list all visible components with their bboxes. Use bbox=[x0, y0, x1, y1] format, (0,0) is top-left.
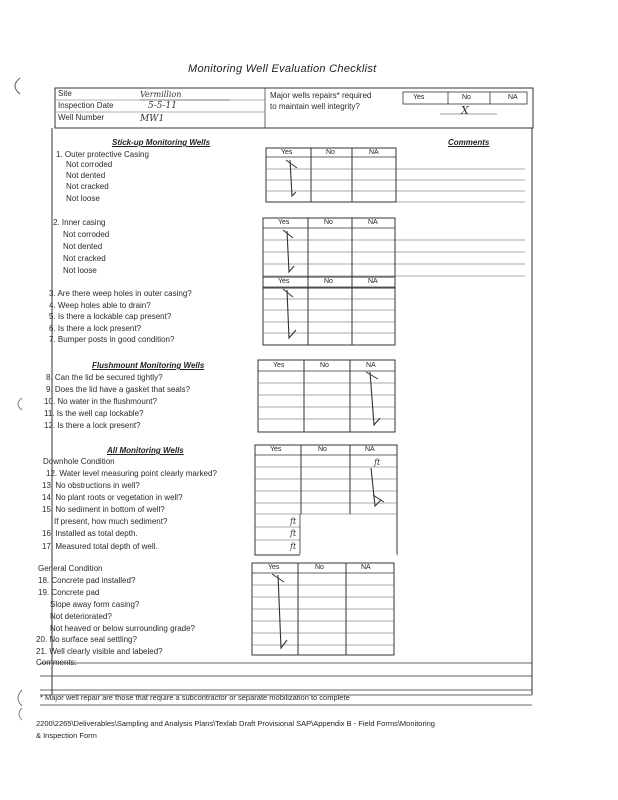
q2-item-1: Not corroded bbox=[63, 230, 110, 239]
q1-item-1: Not corroded bbox=[66, 160, 113, 169]
flushmount-section-title: Flushmount Monitoring Wells bbox=[92, 361, 205, 370]
site-value: Vermillion bbox=[140, 90, 182, 99]
q1-outer-casing: 1. Outer protective Casing bbox=[56, 150, 149, 159]
well-number-value: MW1 bbox=[140, 114, 165, 124]
footnote: * Major well repair are those that require a subcontractor or separate mobilization to complete bbox=[40, 693, 350, 702]
q1-item-4: Not loose bbox=[66, 194, 100, 203]
repair-no-mark: X bbox=[461, 104, 469, 117]
q1-item-3: Not cracked bbox=[66, 182, 109, 191]
general-no-header: No bbox=[315, 564, 324, 571]
q5-lockable-cap: 5. Is there a lockable cap present? bbox=[49, 312, 172, 321]
inspection-date-value: 5-5-11 bbox=[148, 101, 177, 111]
q18-concrete-pad: 18. Concrete pad installed? bbox=[38, 576, 136, 585]
page-title: Monitoring Well Evaluation Checklist bbox=[188, 63, 377, 75]
q1-item-2: Not dented bbox=[66, 171, 106, 180]
comments-label: Comments: bbox=[36, 658, 77, 667]
q12-water-level: 12. Water level measuring point clearly marked? bbox=[46, 469, 217, 478]
q19-concrete-pad: 19. Concrete pad bbox=[38, 588, 100, 597]
q14-no-roots: 14. No plant roots or vegetation in well? bbox=[42, 493, 183, 502]
q2-item-3: Not cracked bbox=[63, 254, 106, 263]
general-na-header: NA bbox=[361, 564, 371, 571]
general-yes-header: Yes bbox=[268, 564, 280, 571]
q2-item-4: Not loose bbox=[63, 266, 97, 275]
q16-installed-depth: 16. Installed as total depth. bbox=[42, 529, 138, 538]
stickup2-na-header: NA bbox=[368, 219, 378, 226]
stickup1-no-header: No bbox=[326, 149, 335, 156]
q19-item-2: Not deteriorated? bbox=[50, 612, 112, 621]
q4-weep-drain: 4. Weep holes able to drain? bbox=[49, 301, 151, 310]
q15b-ft: ft bbox=[290, 517, 297, 526]
q12-ft-mark: ft bbox=[374, 458, 381, 467]
q2-item-2: Not dented bbox=[63, 242, 103, 251]
stickup3-na-header: NA bbox=[368, 278, 378, 285]
flush-no-header: No bbox=[320, 362, 329, 369]
repair-yes-header: Yes bbox=[413, 94, 425, 101]
q19-item-3: Not heaved or below surrounding grade? bbox=[50, 624, 195, 633]
q17-ft: ft bbox=[290, 542, 297, 551]
all-wells-section-title: All Monitoring Wells bbox=[107, 446, 184, 455]
q9-lid-gasket: 9. Does the lid have a gasket that seals? bbox=[46, 385, 191, 394]
all-yes-header: Yes bbox=[270, 446, 282, 453]
stickup3-yes-header: Yes bbox=[278, 278, 290, 285]
q15-no-sediment: 15. No sediment in bottom of well? bbox=[42, 505, 165, 514]
q2-inner-casing: 2. Inner casing bbox=[53, 218, 106, 227]
q20-surface-seal: 20. No surface seal settling? bbox=[36, 635, 137, 644]
stickup3-no-header: No bbox=[324, 278, 333, 285]
q7-bumper-posts: 7. Bumper posts in good condition? bbox=[49, 335, 175, 344]
stickup-section-title: Stick-up Monitoring Wells bbox=[112, 138, 211, 147]
general-condition: General Condition bbox=[38, 564, 103, 573]
stickup2-yes-header: Yes bbox=[278, 219, 290, 226]
file-path-line1: 2200\2265\Deliverables\Sampling and Analysis Plans\Texlab Draft Provisional SAP\Appendix B - Field Forms\Monitoring bbox=[36, 719, 435, 728]
flush-na-header: NA bbox=[366, 362, 376, 369]
flush-yes-header: Yes bbox=[273, 362, 285, 369]
q12-lock-present: 12. Is there a lock present? bbox=[44, 421, 141, 430]
inspection-date-label: Inspection Date bbox=[58, 101, 114, 110]
stickup1-yes-header: Yes bbox=[281, 149, 293, 156]
q15b-sediment-amount: If present, how much sediment? bbox=[54, 517, 168, 526]
q21-well-labeled: 21. Well clearly visible and labeled? bbox=[36, 647, 163, 656]
repair-question-line2: to maintain well integrity? bbox=[270, 102, 360, 111]
site-label: Site bbox=[58, 89, 72, 98]
q11-cap-lockable: 11. Is the well cap lockable? bbox=[44, 409, 144, 418]
file-path-line2: & Inspection Form bbox=[36, 731, 97, 740]
q3-weep-holes: 3. Are there weep holes in outer casing? bbox=[49, 289, 192, 298]
stickup1-na-header: NA bbox=[369, 149, 379, 156]
q10-no-water: 10. No water in the flushmount? bbox=[44, 397, 157, 406]
q19-item-1: Slope away form casing? bbox=[50, 600, 140, 609]
all-no-header: No bbox=[318, 446, 327, 453]
q16-ft: ft bbox=[290, 529, 297, 538]
repair-question-line1: Major wells repairs* required bbox=[270, 91, 372, 100]
downhole-condition: Downhole Condition bbox=[43, 457, 115, 466]
well-number-label: Well Number bbox=[58, 113, 105, 122]
stickup2-no-header: No bbox=[324, 219, 333, 226]
comments-header: Comments bbox=[448, 138, 490, 147]
all-na-header: NA bbox=[365, 446, 375, 453]
q6-lock-present: 6. Is there a lock present? bbox=[49, 324, 142, 333]
q13-no-obstructions: 13. No obstructions in well? bbox=[42, 481, 140, 490]
q8-lid-secured: 8. Can the lid be secured tightly? bbox=[46, 373, 163, 382]
repair-no-header: No bbox=[462, 94, 471, 101]
repair-na-header: NA bbox=[508, 94, 518, 101]
q17-measured-depth: 17. Measured total depth of well. bbox=[42, 542, 158, 551]
